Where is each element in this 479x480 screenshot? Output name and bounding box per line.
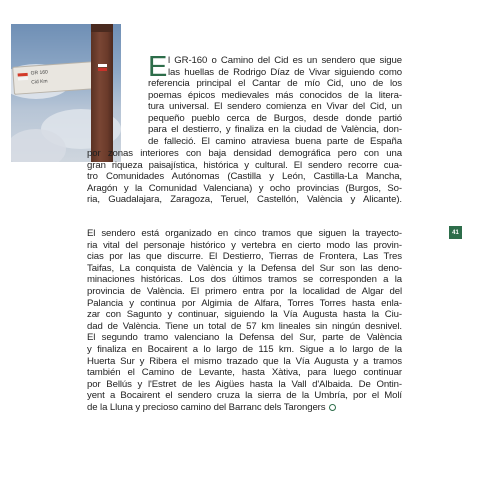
text-line: zar con Sagunto y continuar, siguiendo la Vía Augusta hasta la Ciu- [87, 309, 402, 321]
trail-sign-photo [11, 24, 121, 162]
red-trail-mark [98, 68, 107, 71]
white-trail-mark [18, 77, 28, 81]
text-line: pequeño pueblo cerca de Burgos, desde donde partió [148, 112, 402, 124]
sign-text: GR 160 [30, 69, 49, 77]
text-line: Taifas, La conquista de València y la Defensa del Sur son las deno- [87, 262, 402, 274]
text-line: tro Comunidades Autónomas (Castilla y León, Castilla-La Mancha, [87, 171, 402, 183]
text-line: minaciones históricas. Los dos últimos tramos se corresponden a la [87, 274, 402, 286]
text-line: Huerta Sur y Ribera el mismo trazado que la Vía Augusta y a tramos [87, 355, 402, 367]
text-line: El segundo tramo valenciano la Defensa del Sur, parte de València [87, 332, 402, 344]
text-line: ria vital del personaje histórico y vertebra en cierto modo las provin- [87, 239, 402, 251]
drop-cap: E [148, 51, 168, 83]
paragraph-1-intro [168, 55, 402, 78]
text-line: de la Lluna y precioso camino del Barranc dels Tarongers [87, 401, 326, 413]
text-line: ria, Guadalajara, Zaragoza, Teruel, Castellón, València y Alicante). [87, 194, 402, 206]
paragraph-1-full [87, 148, 402, 206]
text-line: tura universal. El sendero comienza en Vivar del Cid, un [148, 101, 402, 113]
text-line: El sendero está organizado en cinco tramos que siguen la trayecto- [87, 228, 402, 239]
text-line: l GR-160 o Camino del Cid es un sendero que sigue [168, 55, 402, 66]
page-number: 41 [449, 226, 462, 239]
text-line: para el destierro, y finaliza en la ciudad de València, don- [148, 124, 402, 136]
text-line: Palancia y continua por Algimia de Alfara, Torres Torres hasta enla- [87, 297, 402, 309]
text-line: yent a Bocairent el sendero cruza la sierra de la Umbría, por el Molí [87, 390, 402, 402]
text-line: gran riqueza paisajística, histórica y cultural. El sendero recorre cua- [87, 159, 402, 171]
paragraph-2 [87, 228, 402, 414]
text-line: de falleció. El camino atraviesa buena parte de España [148, 135, 402, 147]
text-line: poemas épicos medievales más conocidos de la litera- [148, 89, 402, 101]
text-line: y finaliza en Bocairent a lo largo de 115 km. Sigue a lo largo de la [87, 343, 402, 355]
white-trail-mark [98, 64, 107, 67]
text-line: Aragón y la Comunidad Valenciana) y ocho provincias (Burgos, So- [87, 182, 402, 194]
sign-text: Cid Km [31, 78, 48, 86]
post-cap [91, 24, 113, 32]
text-line: provincia de València. El primero entra por la localidad de Algar del [87, 285, 402, 297]
end-of-article-icon [329, 404, 336, 411]
trail-signboard [12, 61, 96, 95]
text-line: también el Camino de Levante, hasta Xàtiva, para luego continuar [87, 367, 402, 379]
text-line: dad de València. Tiene un total de 57 km lineales sin ningún desnivel. [87, 320, 402, 332]
text-line: referencia principal el Cantar de mío Cid, uno de los [148, 78, 402, 89]
paragraph-1-wrap [148, 78, 402, 148]
text-line: por zonas interiores con baja densidad demográfica pero con una [87, 148, 402, 159]
text-line-last [87, 402, 402, 414]
text-line: las huellas de Rodrigo Díaz de Vivar siguiendo como [168, 66, 402, 78]
text-line: cias por las que discurre. El Destierro, Tierras de Frontera, Las Tres [87, 251, 402, 263]
text-line: por Bellús y l'Estret de les Aigües hasta la Vall d'Albaida. De Ontin- [87, 378, 402, 390]
wooden-post [91, 24, 113, 162]
